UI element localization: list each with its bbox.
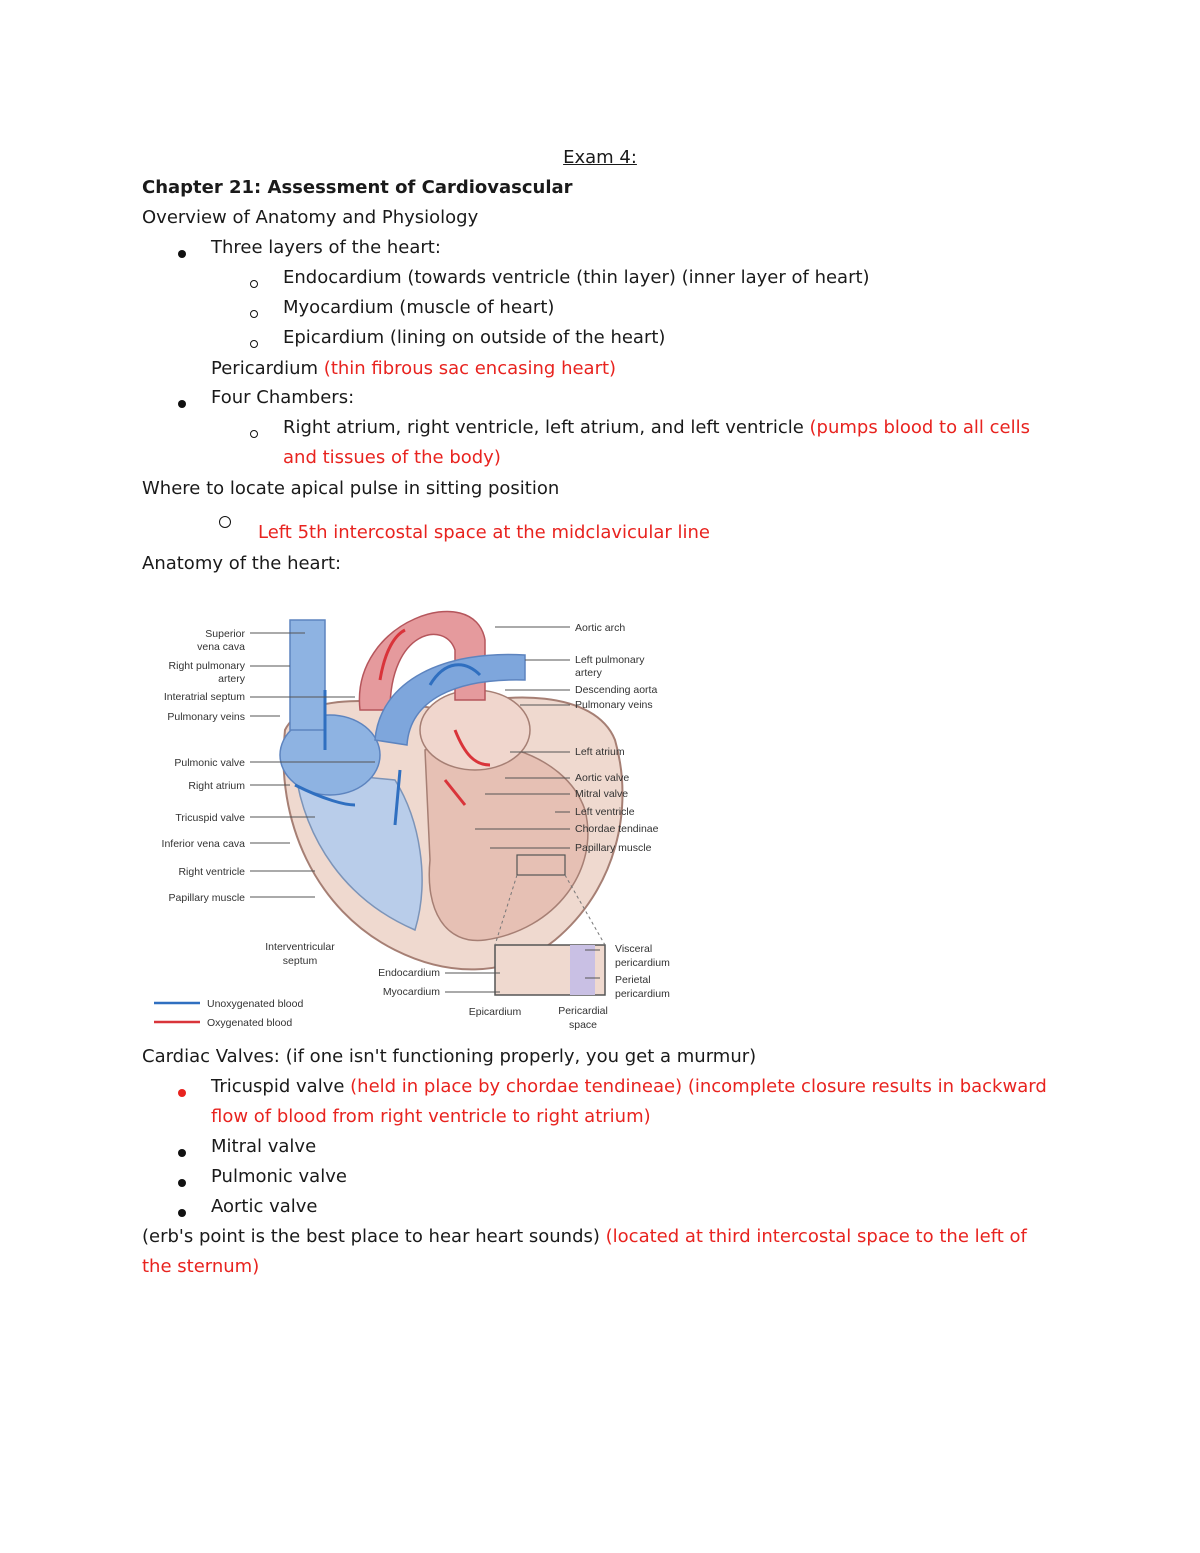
fig-label: Left ventricle bbox=[575, 806, 635, 818]
chambers-heading: Four Chambers: bbox=[211, 387, 355, 408]
chambers-note-continued: and tissues of the body) bbox=[283, 447, 501, 468]
page-title: Exam 4: bbox=[563, 147, 637, 168]
valve-item: Pulmonic valve bbox=[211, 1166, 347, 1187]
bullet-icon bbox=[178, 1209, 186, 1217]
heart-diagram bbox=[145, 580, 685, 1032]
fig-label: artery bbox=[575, 667, 602, 679]
fig-label: Left pulmonary bbox=[575, 654, 645, 666]
chambers-item bbox=[283, 413, 1030, 443]
bullet-icon bbox=[178, 250, 186, 258]
erb-note-continued: the sternum) bbox=[142, 1256, 260, 1277]
circle-bullet-icon bbox=[250, 280, 258, 288]
apical-question: Where to locate apical pulse in sitting position bbox=[142, 478, 560, 499]
layers-heading: Three layers of the heart: bbox=[211, 237, 441, 258]
layer-item: Endocardium (towards ventricle (thin layer) (inner layer of heart) bbox=[283, 267, 870, 288]
chambers-note: (pumps blood to all cells bbox=[809, 417, 1030, 438]
bullet-icon bbox=[178, 1089, 186, 1097]
fig-label: Perietal bbox=[615, 974, 651, 986]
layer-item: Myocardium (muscle of heart) bbox=[283, 297, 555, 318]
apical-answer: Left 5th intercostal space at the midclavicular line bbox=[258, 522, 710, 543]
pericardium-label: Pericardium bbox=[211, 358, 324, 379]
left-atrium-shape bbox=[420, 690, 530, 770]
bullet-icon bbox=[178, 1179, 186, 1187]
fig-label: Right ventricle bbox=[178, 866, 245, 878]
layer-item: Epicardium (lining on outside of the heart) bbox=[283, 327, 666, 348]
tricuspid-label: Tricuspid valve bbox=[211, 1076, 351, 1097]
fig-label: pericardium bbox=[615, 988, 670, 1000]
fig-label: Left atrium bbox=[575, 746, 625, 758]
pericardium-layers bbox=[570, 945, 595, 995]
chambers-text: Right atrium, right ventricle, left atrium, and left ventricle bbox=[283, 417, 810, 438]
tricuspid-item bbox=[211, 1072, 1047, 1102]
tricuspid-note: (held in place by chordae tendineae) (incomplete closure results in backward bbox=[350, 1076, 1047, 1097]
chapter-heading: Chapter 21: Assessment of Cardiovascular bbox=[142, 177, 573, 198]
fig-label: Right pulmonary bbox=[168, 660, 245, 672]
bullet-icon bbox=[178, 1149, 186, 1157]
legend-oxygenated: Oxygenated blood bbox=[207, 1017, 293, 1029]
fig-label: Interatrial septum bbox=[163, 691, 245, 703]
fig-label: Aortic arch bbox=[575, 622, 626, 634]
valve-item: Mitral valve bbox=[211, 1136, 317, 1157]
circle-bullet-icon bbox=[250, 310, 258, 318]
fig-label: pericardium bbox=[615, 957, 670, 969]
fig-label: Papillary muscle bbox=[575, 842, 652, 854]
fig-label: Pulmonary veins bbox=[575, 699, 653, 711]
fig-label: Inferior vena cava bbox=[161, 838, 245, 850]
fig-label: Epicardium bbox=[468, 1006, 522, 1018]
fig-label: Pericardial bbox=[558, 1005, 608, 1017]
circle-bullet-icon bbox=[219, 516, 231, 528]
legend-unoxygenated: Unoxygenated blood bbox=[207, 998, 304, 1010]
fig-label: Tricuspid valve bbox=[175, 812, 245, 824]
circle-bullet-icon bbox=[250, 340, 258, 348]
fig-label: Mitral valve bbox=[575, 788, 629, 800]
bullet-icon bbox=[178, 400, 186, 408]
fig-label: Pulmonic valve bbox=[174, 757, 245, 769]
valve-item: Aortic valve bbox=[211, 1196, 318, 1217]
fig-label: space bbox=[568, 1019, 598, 1031]
valves-heading: Cardiac Valves: (if one isn't functioning properly, you get a murmur) bbox=[142, 1046, 757, 1067]
pericardium-note: (thin fibrous sac encasing heart) bbox=[323, 358, 617, 379]
fig-label: Aortic valve bbox=[575, 772, 630, 784]
erb-line bbox=[142, 1222, 1027, 1252]
fig-label: artery bbox=[218, 673, 245, 685]
fig-label: Endocardium bbox=[378, 967, 440, 979]
fig-label: Chordae tendinae bbox=[575, 823, 659, 835]
overview-heading: Overview of Anatomy and Physiology bbox=[142, 207, 479, 228]
erb-note: (located at third intercostal space to the left of bbox=[605, 1226, 1027, 1247]
fig-label: Interventricular bbox=[265, 941, 335, 953]
fig-label: Myocardium bbox=[382, 986, 440, 998]
fig-label: Visceral bbox=[615, 943, 653, 955]
erb-text: (erb's point is the best place to hear heart sounds) bbox=[142, 1226, 606, 1247]
fig-label: Right atrium bbox=[188, 780, 245, 792]
fig-label: Papillary muscle bbox=[168, 892, 245, 904]
fig-label: Superior bbox=[205, 628, 245, 640]
pericardium-line bbox=[211, 354, 616, 384]
vena-cava-shape bbox=[290, 620, 325, 730]
circle-bullet-icon bbox=[250, 430, 258, 438]
fig-label: vena cava bbox=[197, 641, 245, 653]
fig-label: septum bbox=[282, 955, 318, 967]
fig-label: Pulmonary veins bbox=[167, 711, 245, 723]
anatomy-heading: Anatomy of the heart: bbox=[142, 553, 342, 574]
tricuspid-note-continued: flow of blood from right ventricle to right atrium) bbox=[211, 1106, 651, 1127]
fig-label: Descending aorta bbox=[575, 684, 658, 696]
